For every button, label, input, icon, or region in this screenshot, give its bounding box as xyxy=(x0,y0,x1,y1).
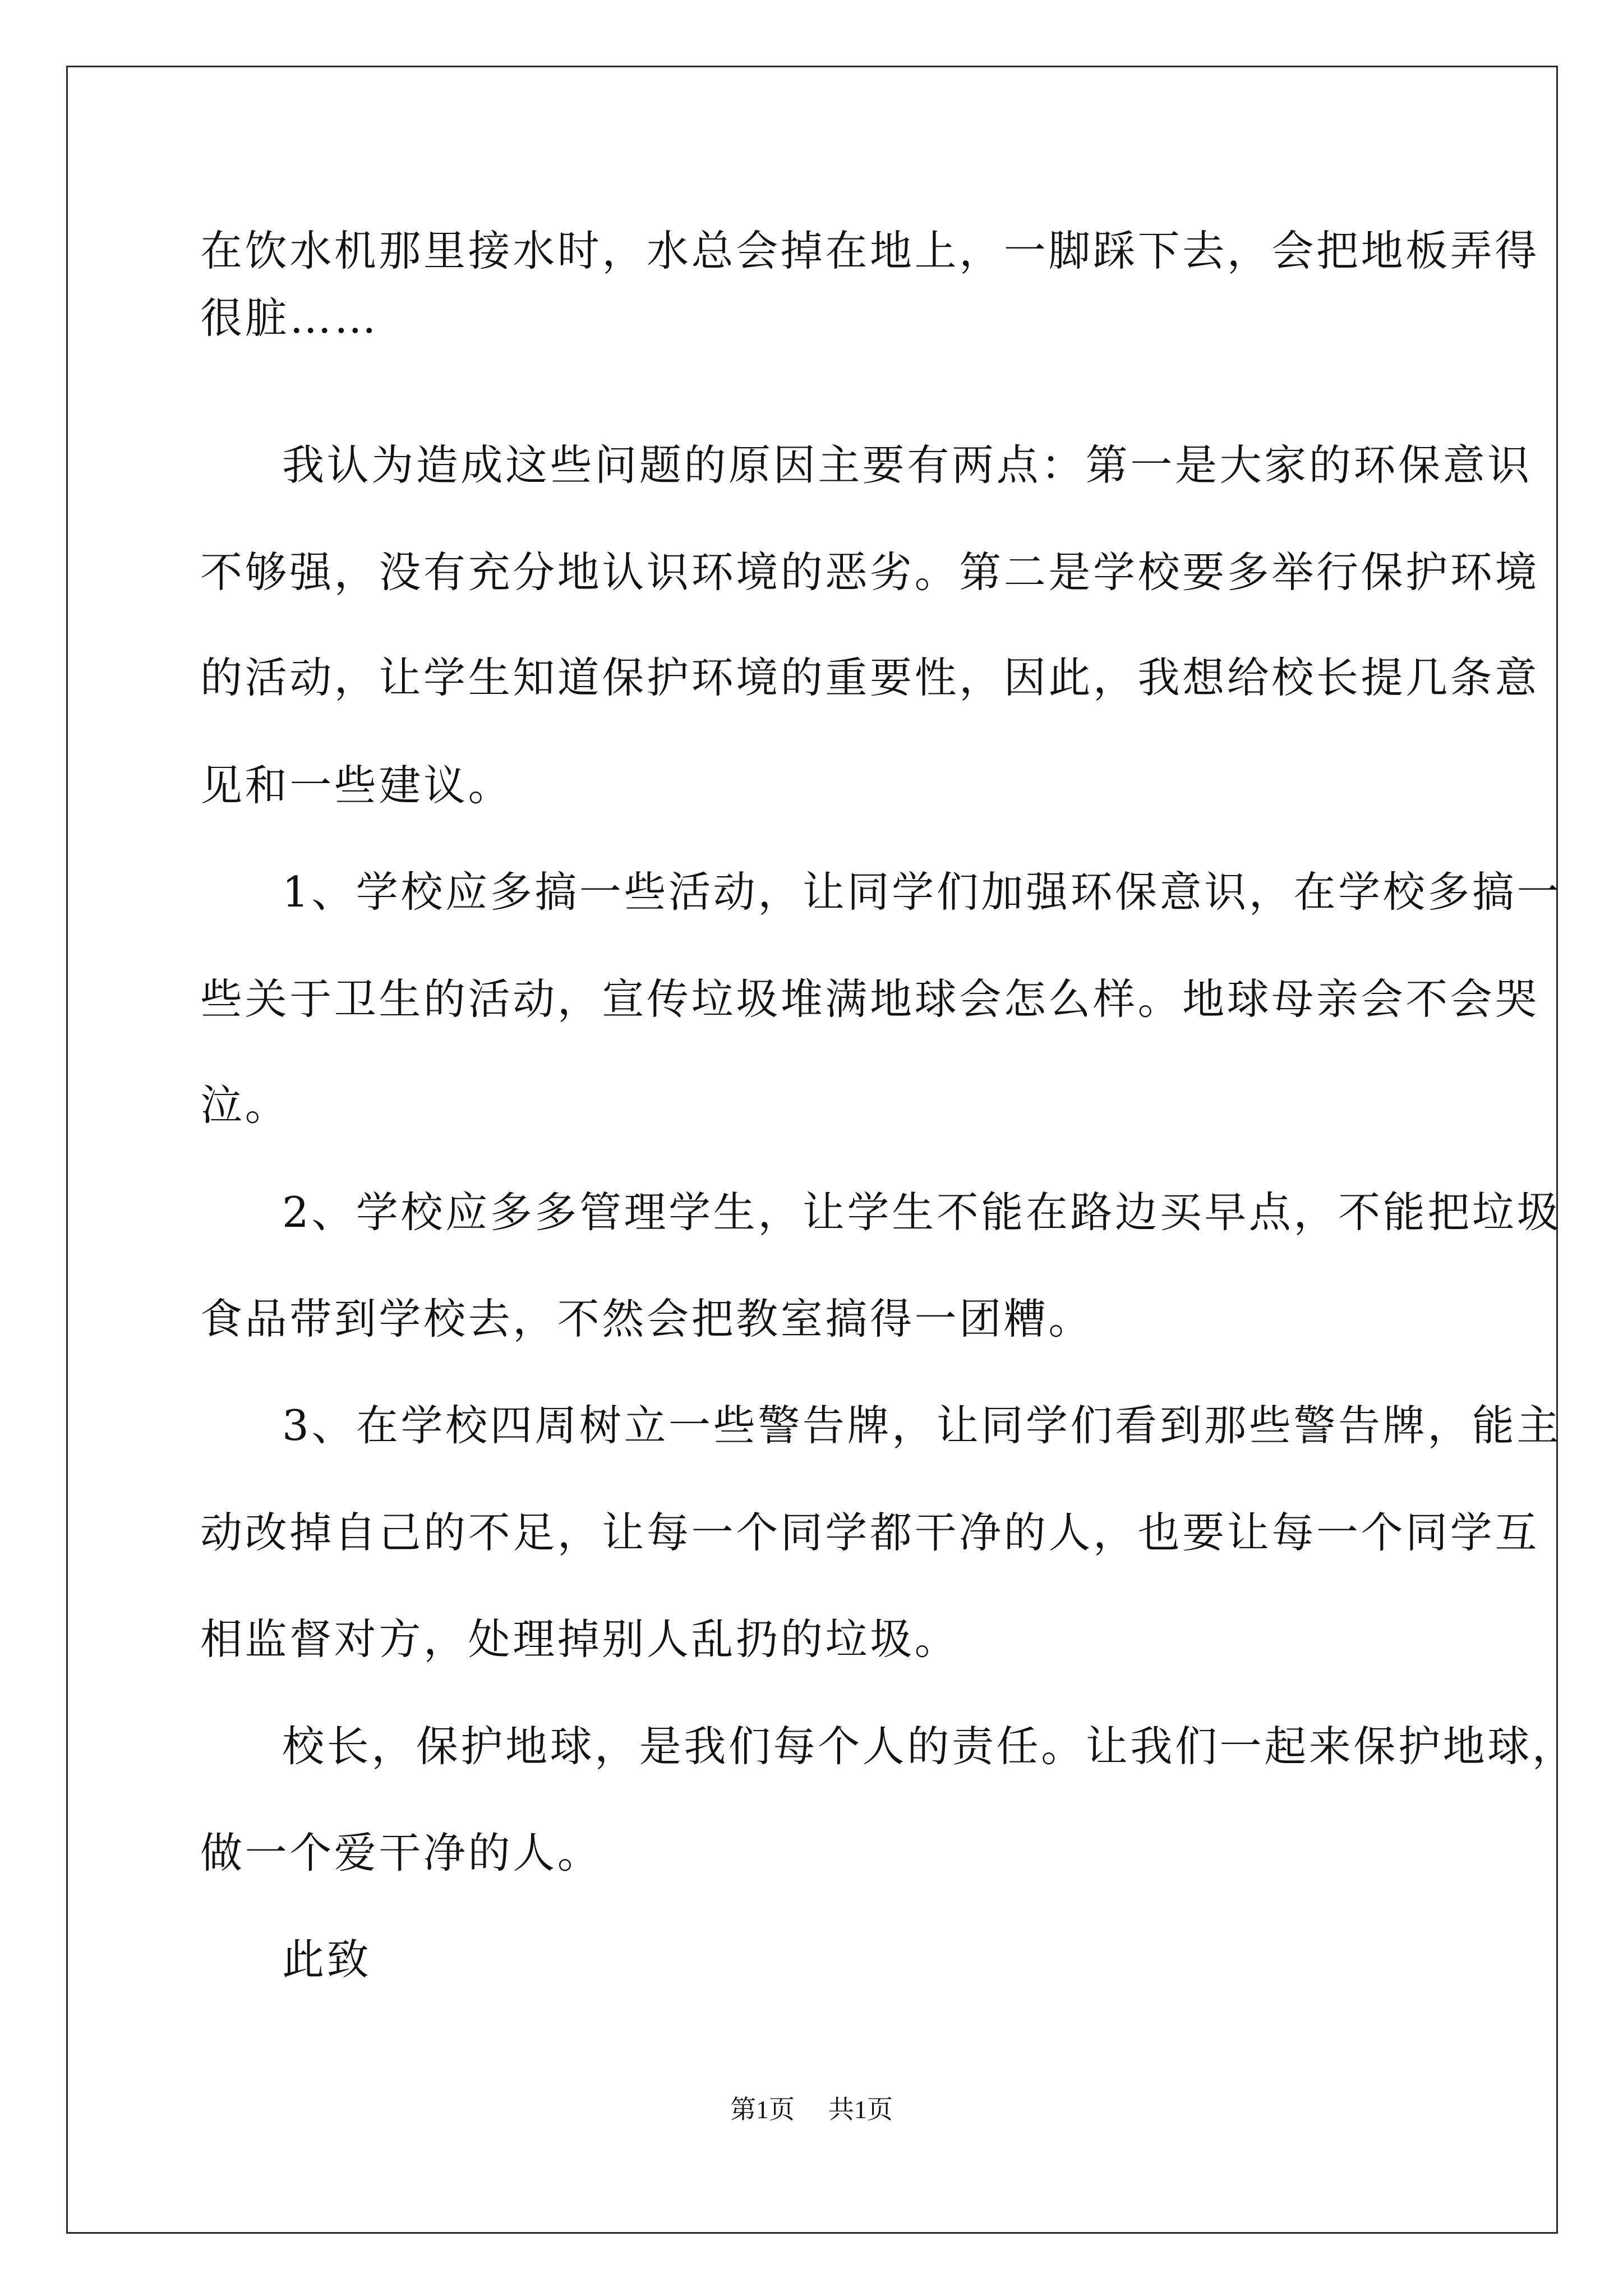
paragraph-start-line: 我认为造成这些问题的原因主要有两点：第一是大家的环保意识 xyxy=(282,440,1532,490)
page-footer xyxy=(0,2097,1623,2123)
page-number-current: 第1页 xyxy=(730,2095,795,2124)
page-number-total: 共1页 xyxy=(828,2095,893,2124)
list-item-3-line: 3、在学校四周树立一些警告牌，让同学们看到那些警告牌，能主 xyxy=(282,1401,1562,1450)
paragraph-start-line: 校长，保护地球，是我们每个人的责任。让我们一起来保护地球， xyxy=(282,1722,1577,1771)
text-line: 些关于卫生的活动，宣传垃圾堆满地球会怎么样。地球母亲会不会哭 xyxy=(200,974,1540,1024)
text-line: 很脏…… xyxy=(200,293,379,343)
closing-salutation: 此致 xyxy=(282,1935,372,1984)
text-line: 泣。 xyxy=(200,1080,290,1130)
text-line: 动改掉自己的不足，让每一个同学都干净的人，也要让每一个同学互 xyxy=(200,1508,1540,1557)
text-line: 食品带到学校去，不然会把教室搞得一团糟。 xyxy=(200,1294,1094,1343)
text-line: 在饮水机那里接水时，水总会掉在地上，一脚踩下去，会把地板弄得 xyxy=(200,226,1540,275)
text-line: 见和一些建议。 xyxy=(200,761,513,810)
text-line: 不够强，没有充分地认识环境的恶劣。第二是学校要多举行保护环境 xyxy=(200,547,1540,597)
text-line: 做一个爱干净的人。 xyxy=(200,1828,602,1878)
text-line: 的活动，让学生知道保护环境的重要性，因此，我想给校长提几条意 xyxy=(200,653,1540,702)
list-item-2-line: 2、学校应多多管理学生，让学生不能在路边买早点，不能把垃圾 xyxy=(282,1188,1562,1237)
list-item-1-line: 1、学校应多搞一些活动，让同学们加强环保意识，在学校多搞一 xyxy=(282,867,1562,917)
text-line: 相监督对方，处理掉别人乱扔的垃圾。 xyxy=(200,1614,960,1664)
page-border xyxy=(66,66,1558,2234)
